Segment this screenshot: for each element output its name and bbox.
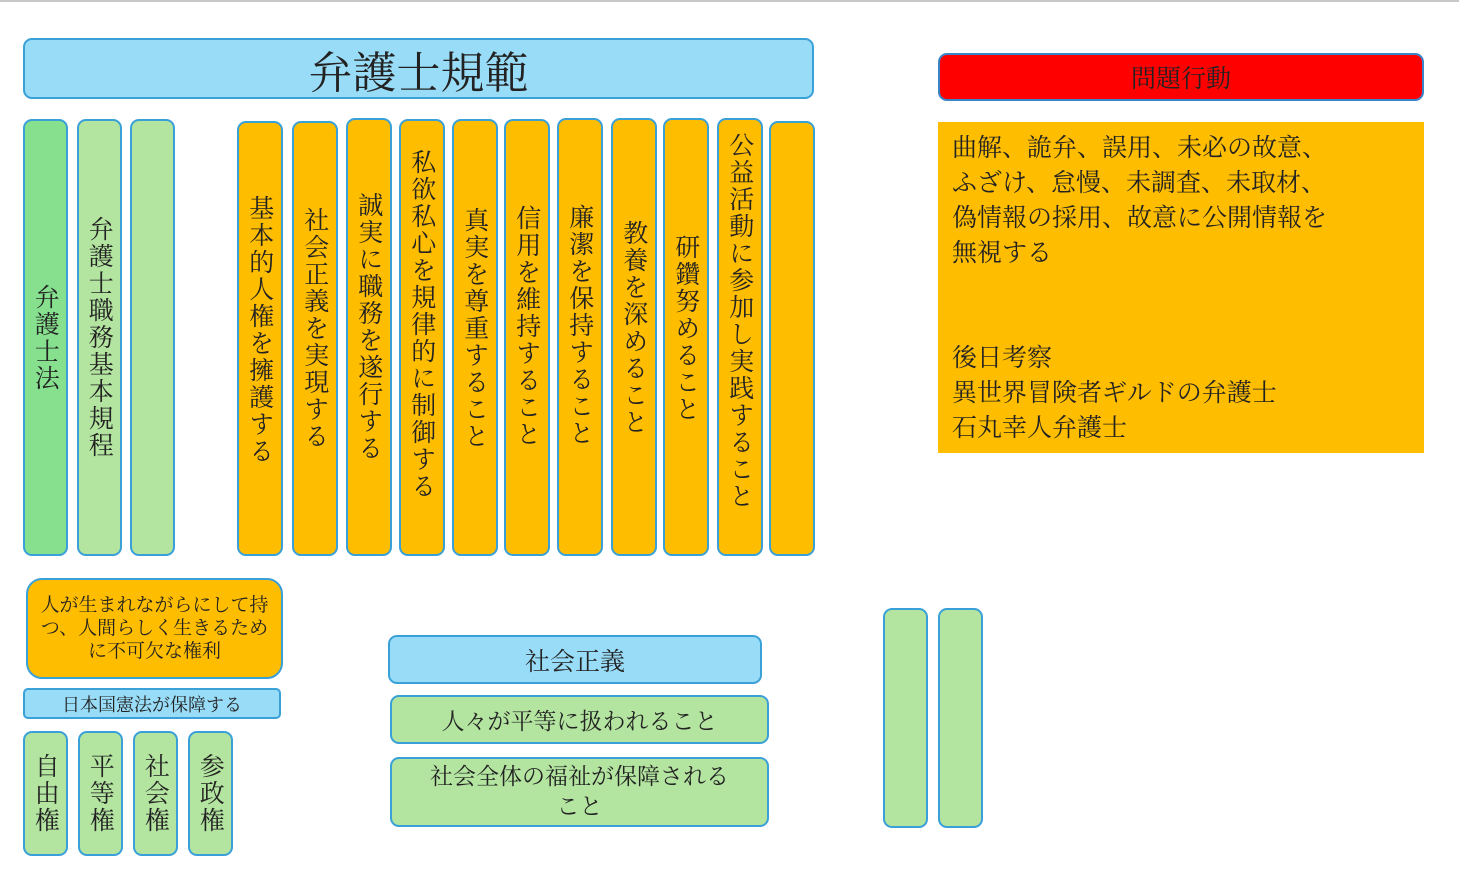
law-column-2-label: 弁護士職務基本規程 — [85, 216, 115, 459]
right-label: 社会権 — [141, 753, 171, 834]
principle-label: 基本的人権を擁護する — [245, 195, 275, 465]
principle-label: 真実を尊重すること — [460, 207, 490, 450]
principle-label: 社会正義を実現する — [300, 207, 330, 450]
principle-column-8 — [611, 118, 657, 556]
problem-behavior-list: 曲解、詭弁、誤用、未必の故意、 ふざけ、怠慢、未調査、未取材、 偽情報の採用、故意に公開情報を 無視する — [952, 133, 1328, 267]
right-label: 参政権 — [196, 753, 226, 834]
page-title — [23, 38, 814, 99]
law-column-2 — [77, 119, 122, 556]
principle-column-6 — [504, 119, 550, 556]
law-column-3 — [130, 119, 175, 556]
social-justice-header-text: 社会正義 — [524, 646, 625, 676]
constitution-guarantee-text: 日本国憲法が保障する — [62, 694, 242, 716]
principle-label: 誠実に職務を遂行する — [354, 192, 384, 462]
law-column-1 — [23, 119, 68, 556]
social-justice-header — [388, 635, 762, 684]
empty-column-2 — [938, 608, 983, 828]
right-box-suffrage — [188, 731, 233, 856]
problem-notes: 後日考察 異世界冒険者ギルドの弁護士 石丸幸人弁護士 — [952, 343, 1277, 442]
law-column-1-label: 弁護士法 — [31, 283, 61, 392]
page-title-text: 弁護士規範 — [308, 47, 529, 99]
principle-column-3 — [346, 118, 392, 556]
constitution-guarantee — [23, 688, 281, 719]
right-box-social — [133, 731, 178, 856]
right-box-equality — [78, 731, 123, 856]
principle-label: 研鑽努めること — [671, 234, 701, 423]
human-rights-definition — [26, 578, 283, 679]
problem-header — [938, 53, 1424, 101]
principle-column-11 — [769, 121, 815, 556]
top-border — [0, 0, 1459, 2]
right-label: 自由権 — [31, 753, 61, 834]
principle-label: 信用を維持すること — [512, 205, 542, 448]
social-justice-item-2 — [390, 757, 769, 827]
problem-header-text: 問題行動 — [1130, 64, 1231, 93]
right-label: 平等権 — [86, 753, 116, 834]
social-justice-item-1 — [390, 695, 769, 744]
empty-column-1 — [883, 608, 928, 828]
right-box-liberty — [23, 731, 68, 856]
principle-label: 教養を深めること — [619, 220, 649, 436]
principle-label: 私欲私心を規律的に制御する — [407, 149, 437, 500]
principle-label: 公益活動に参加し実践すること — [725, 132, 755, 510]
principle-column-2 — [292, 121, 338, 556]
social-justice-item-text: 社会全体の福祉が保障されること — [430, 764, 729, 820]
human-rights-definition-text: 人が生まれながらにして持つ、人間らしく生きるために不可欠な権利 — [40, 594, 269, 662]
principle-column-1 — [237, 121, 283, 556]
principle-column-4 — [399, 119, 445, 556]
problem-behavior-panel — [938, 122, 1424, 453]
principle-column-9 — [663, 118, 709, 556]
social-justice-item-text: 人々が平等に扱われること — [441, 709, 718, 735]
principle-column-10 — [717, 118, 763, 556]
principle-label: 廉潔を保持すること — [565, 204, 595, 447]
principle-column-5 — [452, 119, 498, 556]
principle-column-7 — [557, 118, 603, 556]
